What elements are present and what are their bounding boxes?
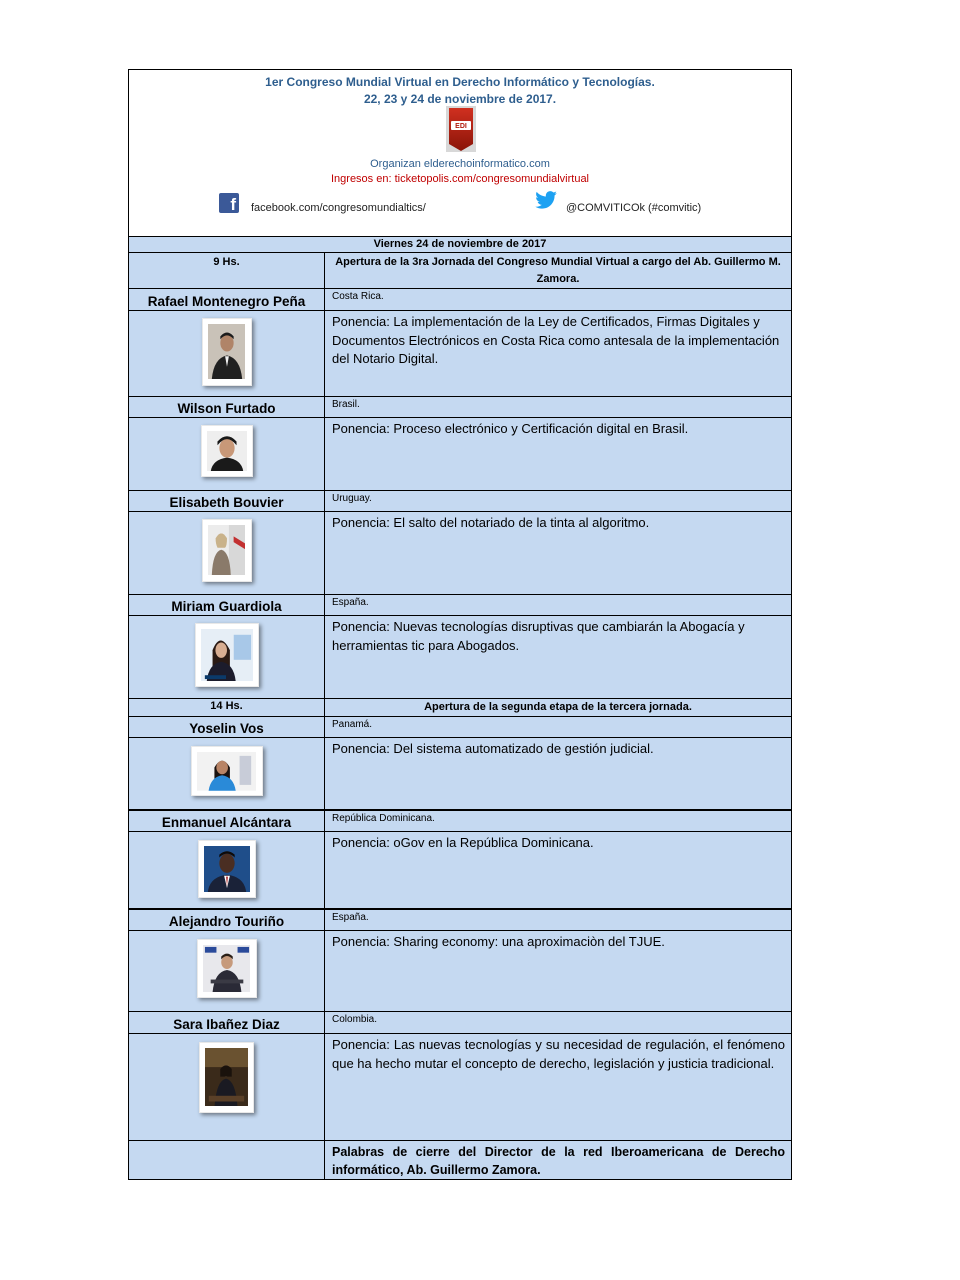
speaker-photo-cell xyxy=(129,738,325,809)
speaker-name-row xyxy=(129,811,791,832)
speaker-name: Wilson Furtado xyxy=(129,397,325,417)
speaker-photo-cell xyxy=(129,931,325,1011)
speaker-talk: Ponencia: El salto del notariado de la tinta al algoritmo. xyxy=(332,515,650,530)
session-title: Apertura de la 3ra Jornada del Congreso Mundial Virtual a cargo del Ab. Guillermo M. Zamora. xyxy=(335,256,781,285)
speaker-photo xyxy=(202,318,252,386)
speaker-name-row xyxy=(129,717,791,738)
speaker-name: Elisabeth Bouvier xyxy=(129,491,325,511)
organizers-text: Organizan elderechoinformatico.com xyxy=(370,158,550,170)
session-title: Apertura de la segunda etapa de la tercera jornada. xyxy=(424,701,692,713)
session-time: 9 Hs. xyxy=(129,253,325,288)
speaker-talk-row xyxy=(129,418,791,491)
speaker-name: Rafael Montenegro Peña xyxy=(129,289,325,310)
speaker-name: Yoselin Vos xyxy=(129,717,325,737)
tickets-link[interactable]: Ingresos en: ticketopolis.com/congresomundialvirtual xyxy=(330,173,590,185)
speaker-talk-row xyxy=(129,512,791,595)
title-line-2: 22, 23 y 24 de noviembre de 2017. xyxy=(363,92,557,106)
speaker-country: República Dominicana. xyxy=(332,813,435,824)
closing-remarks: Palabras de cierre del Director de la red Iberoamericana de Derecho informático, Ab. Guillermo Zamora. xyxy=(332,1145,785,1177)
speaker-talk: Ponencia: Proceso electrónico y Certificación digital en Brasil. xyxy=(332,421,689,436)
speaker-name-row xyxy=(129,289,791,311)
speaker-photo xyxy=(195,623,259,687)
speaker-photo-cell xyxy=(129,832,325,908)
speaker-country: Costa Rica. xyxy=(332,291,384,302)
facebook-link[interactable]: facebook.com/congresomundialtics/ xyxy=(251,202,426,214)
speaker-country: España. xyxy=(332,597,369,608)
event-title xyxy=(129,74,791,108)
closing-empty-cell xyxy=(129,1141,325,1179)
speaker-name-row xyxy=(129,491,791,512)
day-label: Viernes 24 de noviembre de 2017 xyxy=(373,238,547,250)
edi-logo xyxy=(446,106,476,152)
speaker-talk-row xyxy=(129,1034,791,1141)
speaker-name-row xyxy=(129,595,791,616)
speaker-photo-cell xyxy=(129,418,325,490)
speaker-photo-cell xyxy=(129,311,325,396)
speaker-name: Sara Ibañez Diaz xyxy=(129,1012,325,1033)
speaker-photo xyxy=(191,746,263,796)
day-row xyxy=(129,237,791,253)
speaker-talk: Ponencia: oGov en la República Dominicana. xyxy=(332,835,594,850)
speaker-talk: Ponencia: Nuevas tecnologías disruptivas que cambiarán la Abogacía y herramientas tic para Abogados. xyxy=(332,619,745,653)
session-row xyxy=(129,253,791,289)
facebook-icon[interactable]: f xyxy=(219,193,239,213)
speaker-name: Alejandro Touriño xyxy=(129,910,325,930)
speaker-talk-row xyxy=(129,931,791,1012)
event-header xyxy=(129,70,791,237)
speaker-name: Miriam Guardiola xyxy=(129,595,325,615)
speaker-photo xyxy=(197,939,257,998)
svg-text:EDI: EDI xyxy=(455,123,467,130)
twitter-icon[interactable] xyxy=(535,191,557,209)
closing-row xyxy=(129,1141,791,1179)
speaker-country: Colombia. xyxy=(332,1014,378,1025)
speaker-talk-row xyxy=(129,616,791,699)
speaker-photo-cell xyxy=(129,616,325,698)
speaker-photo xyxy=(198,840,256,898)
session-time: 14 Hs. xyxy=(129,699,325,716)
speaker-talk-row xyxy=(129,738,791,811)
speaker-photo-cell xyxy=(129,1034,325,1140)
twitter-handle[interactable]: @COMVITICOk (#comvitic) xyxy=(566,202,702,214)
session-row xyxy=(129,699,791,717)
speaker-talk: Ponencia: Las nuevas tecnologías y su necesidad de regulación, el fenómeno que ha hecho mutar el concepto de derecho, legislación y justicia tradicional. xyxy=(332,1037,785,1071)
speaker-name: Enmanuel Alcántara xyxy=(129,811,325,831)
title-line-1: 1er Congreso Mundial Virtual en Derecho Informático y Tecnologías. xyxy=(265,75,655,89)
speaker-photo xyxy=(201,425,253,477)
speaker-name-row xyxy=(129,1012,791,1034)
speaker-talk: Ponencia: Sharing economy: una aproximaciòn del TJUE. xyxy=(332,934,665,949)
speaker-talk: Ponencia: La implementación de la Ley de Certificados, Firmas Digitales y Documentos Electrónicos en Costa Rica como antesala de la implementación del Notario Digital. xyxy=(332,314,780,366)
speaker-photo xyxy=(199,1042,254,1113)
speaker-country: España. xyxy=(332,912,369,923)
speaker-country: Panamá. xyxy=(332,719,373,730)
speaker-photo-cell xyxy=(129,512,325,594)
speaker-talk-row xyxy=(129,311,791,397)
speaker-photo xyxy=(202,519,252,582)
speaker-talk-row xyxy=(129,832,791,910)
program-document xyxy=(128,69,792,1180)
speaker-talk: Ponencia: Del sistema automatizado de gestión judicial. xyxy=(332,741,654,756)
speaker-name-row xyxy=(129,910,791,931)
speaker-name-row xyxy=(129,397,791,418)
speaker-country: Uruguay. xyxy=(332,493,372,504)
speaker-country: Brasil. xyxy=(332,399,360,410)
